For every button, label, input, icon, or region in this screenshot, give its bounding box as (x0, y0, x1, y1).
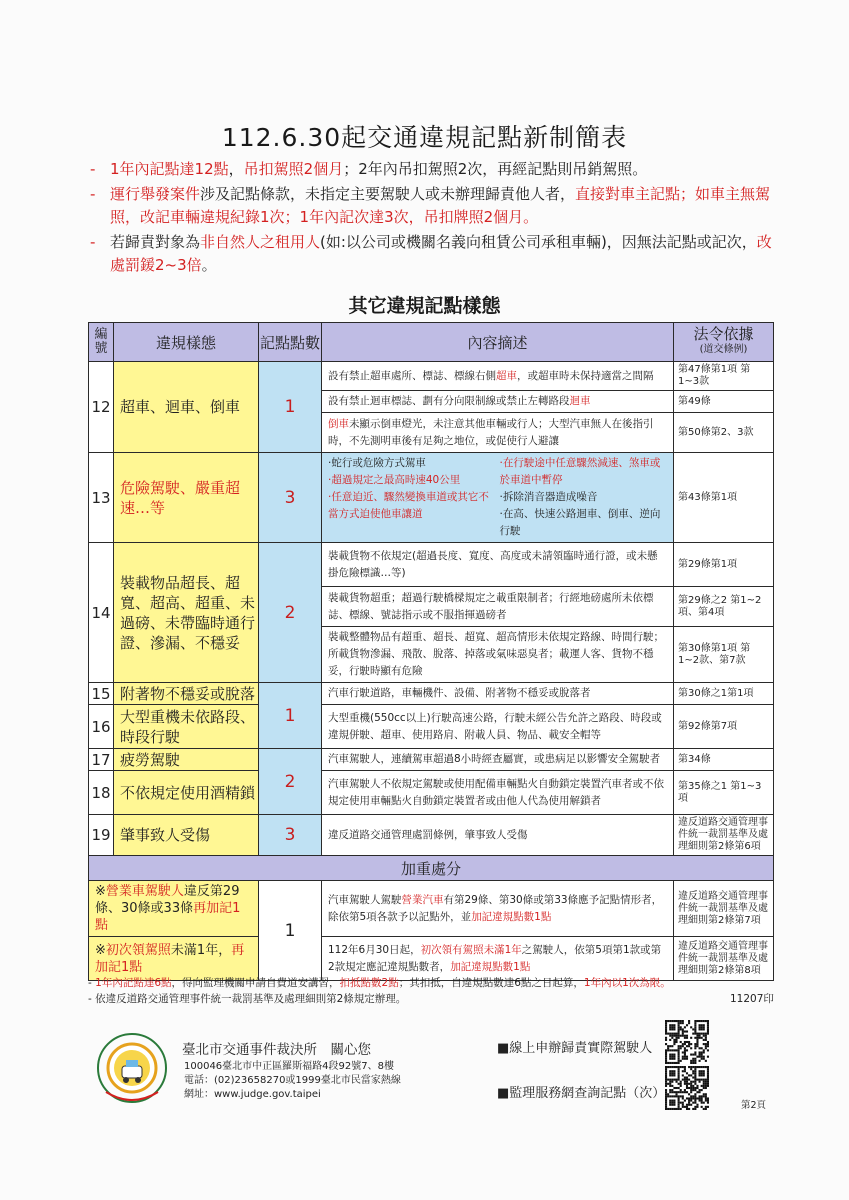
header-number: 編號 (89, 323, 114, 362)
addition-violation (89, 881, 259, 937)
law-reference: 第47條第1項 第1~3款 (674, 362, 774, 391)
bullet-dash: - (90, 184, 96, 203)
bullet-text: 若歸責對象為 (110, 232, 201, 251)
addition-row (89, 937, 774, 981)
description-cell (322, 705, 674, 749)
rule-bullet (88, 183, 778, 230)
description-text: 汽車駕駛人不依規定駕駛或使用配備車輛點火自動鎖定裝置汽車者或不依規定使用車輛點火自動鎖定裝置者或由他人代為使用解鎖者 (328, 777, 664, 807)
description-cell (322, 683, 674, 705)
points-value: 3 (259, 815, 322, 856)
addition-header-row (89, 856, 774, 881)
law-reference: 第50條第2、3款 (674, 413, 774, 453)
row-number: 12 (89, 362, 114, 453)
table-row (89, 749, 774, 771)
table-row (89, 543, 774, 587)
header-law-sub: (道交條例) (699, 344, 748, 355)
law-reference: 第35條之1 第1~3項 (674, 771, 774, 815)
bullet-text: 涉及記點條款，未指定主要駕駛人或未辦理歸責他人者， (200, 184, 576, 203)
points-value: 1 (259, 683, 322, 749)
addition-points: 1 (259, 881, 322, 981)
footnote-text: 1年內記點達6點 (95, 977, 172, 989)
header-violation-type: 違規樣態 (114, 323, 259, 362)
description-item: ‧在行駛途中任意驟然減速、煞車或於車道中暫停 (499, 457, 661, 486)
law-reference: 第49條 (674, 391, 774, 413)
row-number: 17 (89, 749, 114, 771)
description-right-col (500, 455, 668, 540)
addition-violation-text: 初次領駕照 (105, 942, 171, 958)
description-text: 違反道路交通管理處罰條例，肇事致人受傷 (328, 828, 528, 841)
row-number: 15 (89, 683, 114, 705)
row-number: 18 (89, 771, 114, 815)
rule-bullet (88, 231, 778, 278)
addition-description-text: 初次領有駕照未滿1年 (420, 943, 522, 956)
addition-violation-text: ※ (95, 942, 106, 958)
bullet-text: 直接對車主記點；如車主無駕照，改記車輛違規紀錄1次；1年內記次達3次，吊扣牌照2個月。 (110, 184, 771, 226)
description-text: 設有禁止超車處所、標誌、標線右側 (328, 369, 496, 382)
footnote-text: ；其扣抵，自違規點數達6點之日起算， (398, 977, 584, 989)
row-number: 19 (89, 815, 114, 856)
description-cell (322, 362, 674, 391)
description-cell (322, 453, 674, 543)
description-text: 裝載貨物超重；超過行駛橋樑規定之載重限制者；行經地磅處所未依標誌、標線、號誌指示或不服指揮過磅者 (328, 591, 654, 621)
row-number: 13 (89, 453, 114, 543)
table-header-row (89, 323, 774, 362)
addition-description-text: 加記違規點數1點 (450, 960, 531, 973)
page-number: 第2頁 (741, 1100, 767, 1111)
header-points: 記點點數 (259, 323, 322, 362)
violation-type: 危險駕駛、嚴重超速…等 (114, 453, 259, 543)
addition-description-text: 有第29條、第30條或第33條應予記點情形者，除依第5項各款予以記點外，並 (328, 893, 663, 923)
description-text: 超車 (496, 369, 517, 382)
violation-type: 附著物不穩妥或脫落 (114, 683, 259, 705)
addition-description-text: 營業汽車 (401, 893, 444, 906)
footnotes (88, 975, 788, 1007)
addition-description-text: 加記違規點數1點 (471, 910, 552, 923)
law-reference: 第30條之1第1項 (674, 683, 774, 705)
description-left-col (328, 455, 496, 540)
description-cell (322, 391, 674, 413)
violation-type: 超車、迴車、倒車 (114, 362, 259, 453)
bullet-text: (如:以公司或機關名義向租賃公司承租車輛)，因無法記點或記次， (320, 232, 757, 251)
table-subtitle: 其它違規記點樣態 (348, 295, 501, 317)
points-value: 2 (259, 543, 322, 683)
description-item: ‧任意迫近、驟然變換車道或其它不當方式迫使他車讓道 (328, 491, 489, 520)
violation-type: 大型重機未依路段、時段行駛 (114, 705, 259, 749)
addition-violation-text: ※ (95, 884, 106, 899)
description-text: 裝載整體物品有超重、超長、超寬、超高情形未依規定路線、時間行駛；所載貨物滲漏、飛散、脫落、掉落或氣味惡臭者；載運人客、貨物不穩妥，行駛時顯有危險 (328, 631, 664, 677)
points-value: 3 (259, 453, 322, 543)
org-address: 100046臺北市中正區羅斯福路4段92號7、8樓 (184, 1061, 394, 1072)
bullet-text: 運行舉發案件 (110, 184, 201, 203)
addition-law: 違反道路交通管理事件統一裁罰基準及處理細則第2條第7項 (674, 881, 774, 937)
footnote-text: ，得向監理機關申請自費道安講習， (171, 977, 340, 989)
description-item: ‧在高、快速公路迴車、倒車、逆向行駛 (499, 508, 661, 537)
rule-bullets (88, 158, 778, 279)
description-text: 裝載貨物不依規定(超過長度、寬度、高度或未請領臨時通行證，或未懸掛危險標識…等) (328, 549, 658, 579)
law-reference: 第29條之2 第1~2項、第4項 (674, 587, 774, 627)
description-cell (322, 413, 674, 453)
footnote-text: - (88, 977, 96, 989)
description-text: 汽車行駛道路，車輛機件、設備、附著物不穩妥或脫落者 (328, 687, 591, 699)
description-item: ‧拆除消音器造成噪音 (499, 491, 598, 503)
footnote-line (88, 991, 788, 1007)
law-reference: 第29條第1項 (674, 543, 774, 587)
bullet-text: 1年內記點達12點 (110, 160, 229, 178)
bullet-dash: - (90, 160, 96, 178)
header-law (674, 323, 774, 362)
law-reference: 第34條 (674, 749, 774, 771)
org-website[interactable]: 網址：www.judge.gov.taipei (184, 1089, 321, 1100)
footnote-text: 1年內以1次為限。 (583, 977, 671, 989)
bullet-dash: - (90, 232, 96, 251)
addition-description-text: 之駕駛人，依第5項第1款或第2款規定應記違規點數者， (328, 943, 662, 973)
qr-code-online-service[interactable] (665, 1020, 709, 1064)
violation-table (88, 322, 774, 981)
description-cell (322, 815, 674, 856)
row-number: 16 (89, 705, 114, 749)
table-row (89, 362, 774, 391)
table-row (89, 683, 774, 705)
addition-violation-text: 違反第29條、30條或33條 (95, 884, 240, 916)
description-text: 未顯示倒車燈光，未注意其他車輛或行人；大型汽車無人在後指引時，不先測明車後有足夠之地位，或促使行人避讓 (328, 417, 654, 447)
court-logo (92, 1030, 172, 1110)
addition-law: 違反道路交通管理事件統一裁罰基準及處理細則第2條第8項 (674, 937, 774, 981)
description-cell (322, 543, 674, 587)
description-cell (322, 587, 674, 627)
org-address-block (184, 1060, 401, 1102)
header-law-label: 法令依據 (693, 325, 754, 343)
addition-violation-text: 營業車駕駛人 (105, 884, 184, 899)
bullet-text: ；2年內吊扣駕照2次，再經記點則吊銷駕照。 (343, 160, 648, 178)
violation-type: 疲勞駕駛 (114, 749, 259, 771)
description-text: 大型重機(550cc以上)行駛高速公路，行駛未經公告允許之路段、時段或違規併駛、超車、使用路肩、附載人員、物品、載安全帽等 (328, 711, 662, 741)
org-phone: 電話：(02)23658270或1999臺北市民當家熱線 (184, 1075, 401, 1086)
bullet-text: 。 (201, 256, 217, 274)
description-cell (322, 627, 674, 683)
footnote-text: - 依違反道路交通管理事件統一裁罰基準及處理細則第2條規定辦理。 (88, 993, 407, 1005)
footnote-line (88, 975, 788, 991)
description-cell (322, 771, 674, 815)
law-reference: 第92條第7項 (674, 705, 774, 749)
qr-code-points-query[interactable] (665, 1066, 709, 1110)
violation-type: 肇事致人受傷 (114, 815, 259, 856)
law-reference: 違反道路交通管理事件統一裁罰基準及處理細則第2條第6項 (674, 815, 774, 856)
points-value: 2 (259, 749, 322, 815)
points-value: 1 (259, 362, 322, 453)
header-description: 內容摘述 (322, 323, 674, 362)
addition-violation (89, 937, 259, 981)
addition-violation-text: 再加記1點 (95, 942, 245, 975)
org-name: 臺北市交通事件裁決所 關心您 (182, 1042, 371, 1058)
bullet-text: 非自然人之租用人 (200, 232, 321, 251)
addition-row (89, 881, 774, 937)
violation-type: 不依規定使用酒精鎖 (114, 771, 259, 815)
violation-type: 裝載物品超長、超寬、超高、超重、未過磅、未帶臨時通行證、滲漏、不穩妥 (114, 543, 259, 683)
law-reference: 第43條第1項 (674, 453, 774, 543)
description-text: 倒車 (328, 417, 349, 430)
description-text: ，或超車時未保持適當之間隔 (517, 369, 654, 382)
description-text: 汽車駕駛人，連續駕車超過8小時經查屬實，或患病足以影響安全駕駛者 (328, 753, 661, 765)
addition-violation-text: 未滿1年， (170, 942, 232, 958)
addition-description (322, 881, 674, 937)
description-text: 迴車 (569, 395, 591, 407)
description-cell (322, 749, 674, 771)
rule-bullet (88, 158, 778, 182)
addition-description-text: 112年6月30日起， (328, 943, 421, 956)
qr-label-online-service: ■線上申辦歸責實際駕駛人 (497, 1041, 653, 1056)
table-row (89, 705, 774, 749)
description-text: 設有禁止迴車標誌、劃有分向限制線或禁止左轉路段 (328, 395, 570, 407)
table-row (89, 453, 774, 543)
addition-header: 加重處分 (89, 856, 774, 881)
addition-violation-text: 再加記1點 (95, 901, 241, 933)
bullet-text: ， (228, 160, 244, 178)
qr-label-points-query: ■監理服務網查詢記點（次） (497, 1086, 666, 1101)
print-code: 11207印 (730, 993, 774, 1005)
footnote-text: 扣抵點數2點 (339, 977, 399, 989)
addition-description-text: 汽車駕駛人駕駛 (328, 893, 402, 906)
bullet-text: 吊扣駕照2個月 (243, 160, 344, 178)
description-item: ‧蛇行或危險方式駕車 (328, 457, 426, 469)
law-reference: 第30條第1項 第1~2款、第7款 (674, 627, 774, 683)
table-row (89, 815, 774, 856)
description-item: ‧超過規定之最高時速40公里 (328, 474, 461, 486)
addition-description (322, 937, 674, 981)
page-title: 112.6.30起交通違規記點新制簡表 (221, 123, 628, 152)
table-row (89, 771, 774, 815)
bullet-text: 改處罰鍰2~3倍 (110, 232, 772, 274)
row-number: 14 (89, 543, 114, 683)
